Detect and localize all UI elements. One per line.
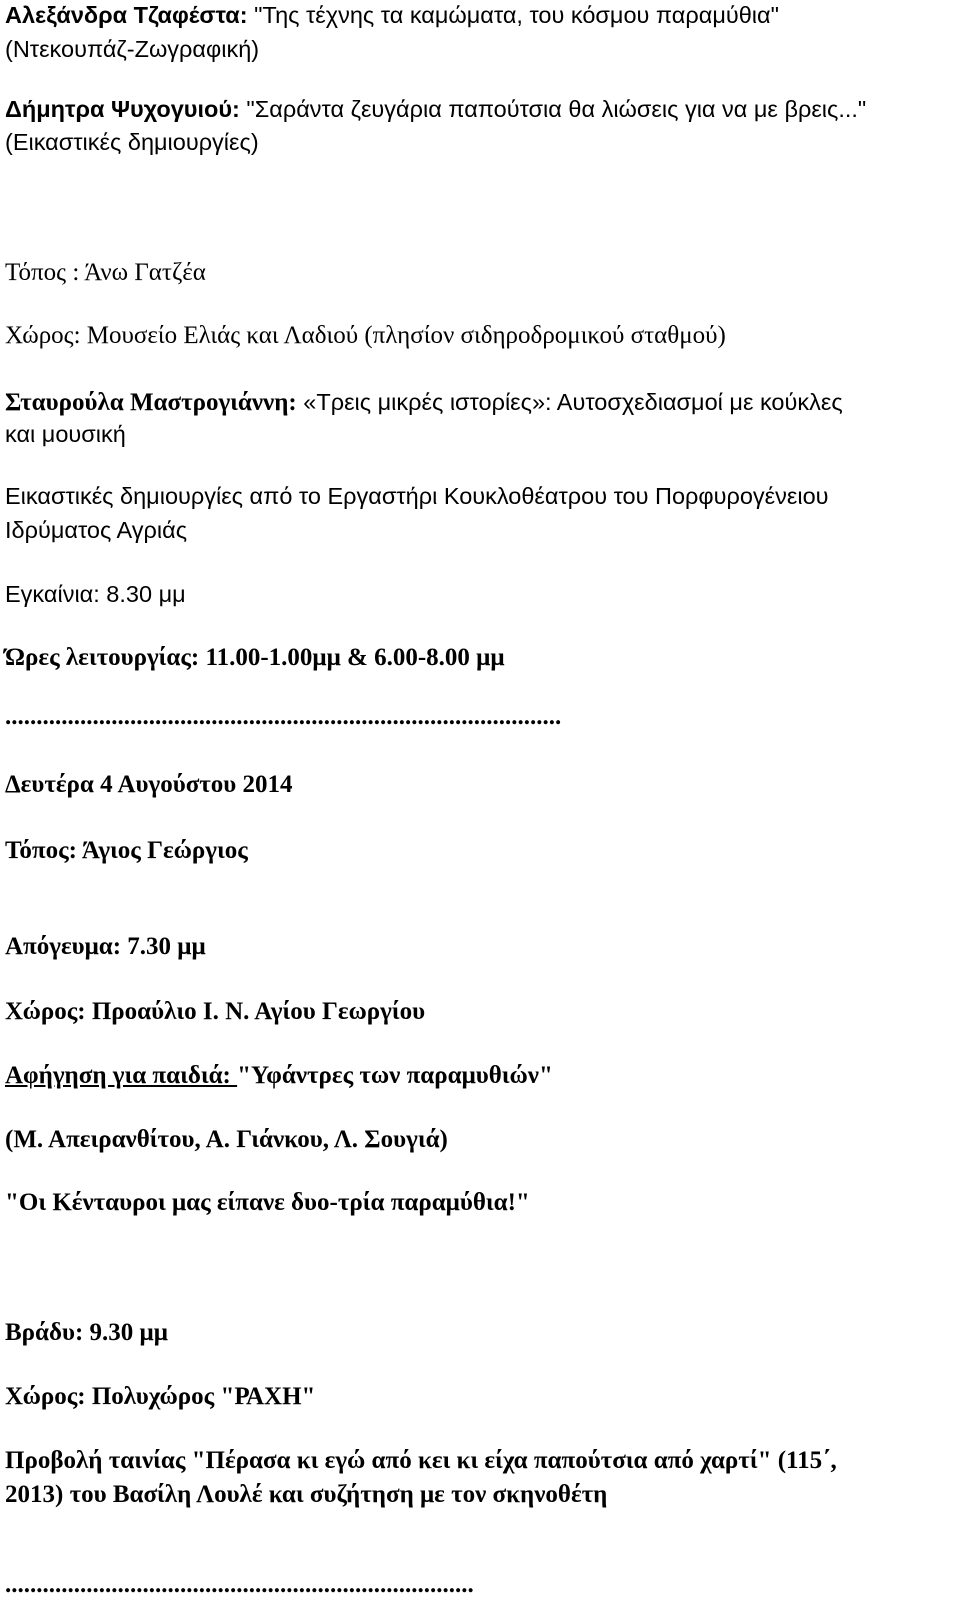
artist-name: Σταυρούλα Μαστρογιάννη: bbox=[5, 389, 297, 416]
narration-line bbox=[5, 1063, 553, 1088]
artist-line-2: και μουσική bbox=[5, 421, 126, 447]
block1-note: (Ντεκουπάζ-Ζωγραφική) bbox=[5, 36, 260, 62]
work-title: "Της τέχνης τα καμώματα, του κόσμου παραμύθια" bbox=[247, 2, 779, 28]
workshop-line-2: Ιδρύματος Αγριάς bbox=[5, 517, 188, 543]
artist-name: Δήμητρα Ψυχογυιού: bbox=[5, 96, 240, 122]
block2-note: (Εικαστικές δημιουργίες) bbox=[5, 129, 259, 155]
day-place: Τόπος: Άγιος Γεώργιος bbox=[5, 837, 248, 864]
opening-hours: Ώρες λειτουργίας: 11.00-1.00μμ & 6.00-8.00 μμ bbox=[5, 644, 505, 671]
artist-text: «Τρεις μικρές ιστορίες»: Αυτοσχεδιασμοί με κούκλες bbox=[296, 389, 843, 415]
evening-time: Βράδυ: 9.30 μμ bbox=[5, 1319, 168, 1346]
artist-name: Αλεξάνδρα Τζαφέστα: bbox=[5, 2, 248, 28]
artist-line-1 bbox=[5, 390, 843, 415]
block1-line-1 bbox=[5, 4, 779, 28]
opening-time: Εγκαίνια: 8.30 μμ bbox=[5, 581, 186, 607]
centaurs-title: "Οι Κένταυροι μας είπανε δυο-τρία παραμύθια!" bbox=[5, 1189, 530, 1216]
screening-line-2: 2013) του Βασίλη Λουλέ και συζήτηση με τον σκηνοθέτη bbox=[5, 1481, 608, 1508]
narration-label: Αφήγηση για παιδιά: bbox=[5, 1062, 238, 1089]
separator-dots: ........................................................................... bbox=[5, 1571, 474, 1598]
separator-dots: ......................................................................................... bbox=[5, 703, 562, 730]
afternoon-time: Απόγευμα: 7.30 μμ bbox=[5, 933, 206, 960]
narrators: (Μ. Απειρανθίτου, Α. Γιάνκου, Λ. Σουγιά) bbox=[5, 1126, 448, 1153]
screening-line-1: Προβολή ταινίας "Πέρασα κι εγώ από κει κι είχα παπούτσια από χαρτί" (115΄, bbox=[5, 1447, 837, 1474]
block2-line-1 bbox=[5, 98, 866, 122]
afternoon-space: Χώρος: Προαύλιο Ι. Ν. Αγίου Γεωργίου bbox=[5, 998, 426, 1025]
narration-title: "Υφάντρες των παραμυθιών" bbox=[237, 1062, 553, 1089]
workshop-line-1: Εικαστικές δημιουργίες από το Εργαστήρι Κουκλοθέατρου του Πορφυρογένειου bbox=[5, 483, 829, 509]
event-date: Δευτέρα 4 Αυγούστου 2014 bbox=[5, 771, 293, 798]
work-title: "Σαράντα ζευγάρια παπούτσια θα λιώσεις για να με βρεις..." bbox=[239, 96, 867, 122]
venue-place: Τόπος : Άνω Γατζέα bbox=[5, 259, 206, 286]
evening-space: Χώρος: Πολυχώρος "ΡΑΧΗ" bbox=[5, 1383, 316, 1410]
venue-space: Χώρος: Μουσείο Ελιάς και Λαδιού (πλησίον σιδηροδρομικού σταθμού) bbox=[5, 322, 726, 349]
